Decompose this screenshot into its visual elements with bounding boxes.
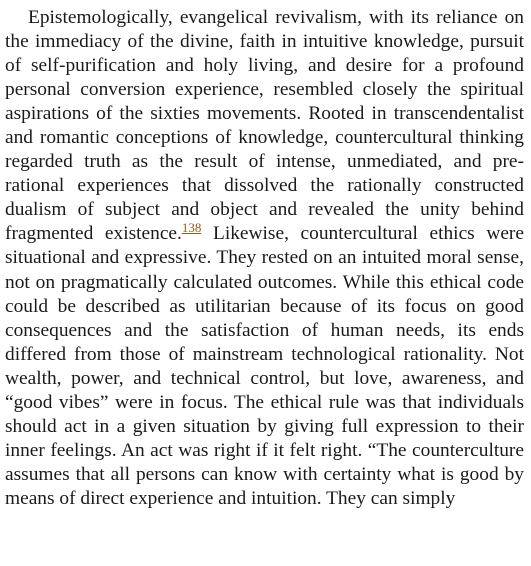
footnote-reference-link[interactable]: 138 (181, 220, 202, 236)
paragraph-text-after-footnote: Likewise, countercultural ethics were situational and expressive. They rested on an intuited moral sense, not on pragmatically calculated outcomes. While this ethical code could be described as utilitarian because of its focus on good consequences and the satisfaction of human needs, its ends differed from those of mainstream technological rationality. Not wealth, power, and technical control, but love, awareness, and “good vibes” were in focus. The ethical rule was that individuals should act in a given situation by giving full expression to their inner feelings. An act was right if it felt right. “The counterculture assumes that all persons can know with certainty what is good by means of direct experience and intuition. They can simply (5, 223, 524, 509)
body-paragraph (5, 6, 524, 511)
paragraph-text-before-footnote: Epistemologically, evangelical revivalism, with its reliance on the immediacy of the divine, faith in intuitive knowledge, pursuit of self-purification and holy living, and desire for a profound personal conversion experience, resembled closely the spiritual aspirations of the sixties movements. Rooted in transcendentalist and romantic conceptions of knowledge, countercultural thinking regarded truth as the result of intense, unmediated, and pre-rational experiences that dissolved the rationally constructed dualism of subject and object and revealed the unity behind fragmented existence. (5, 7, 524, 245)
